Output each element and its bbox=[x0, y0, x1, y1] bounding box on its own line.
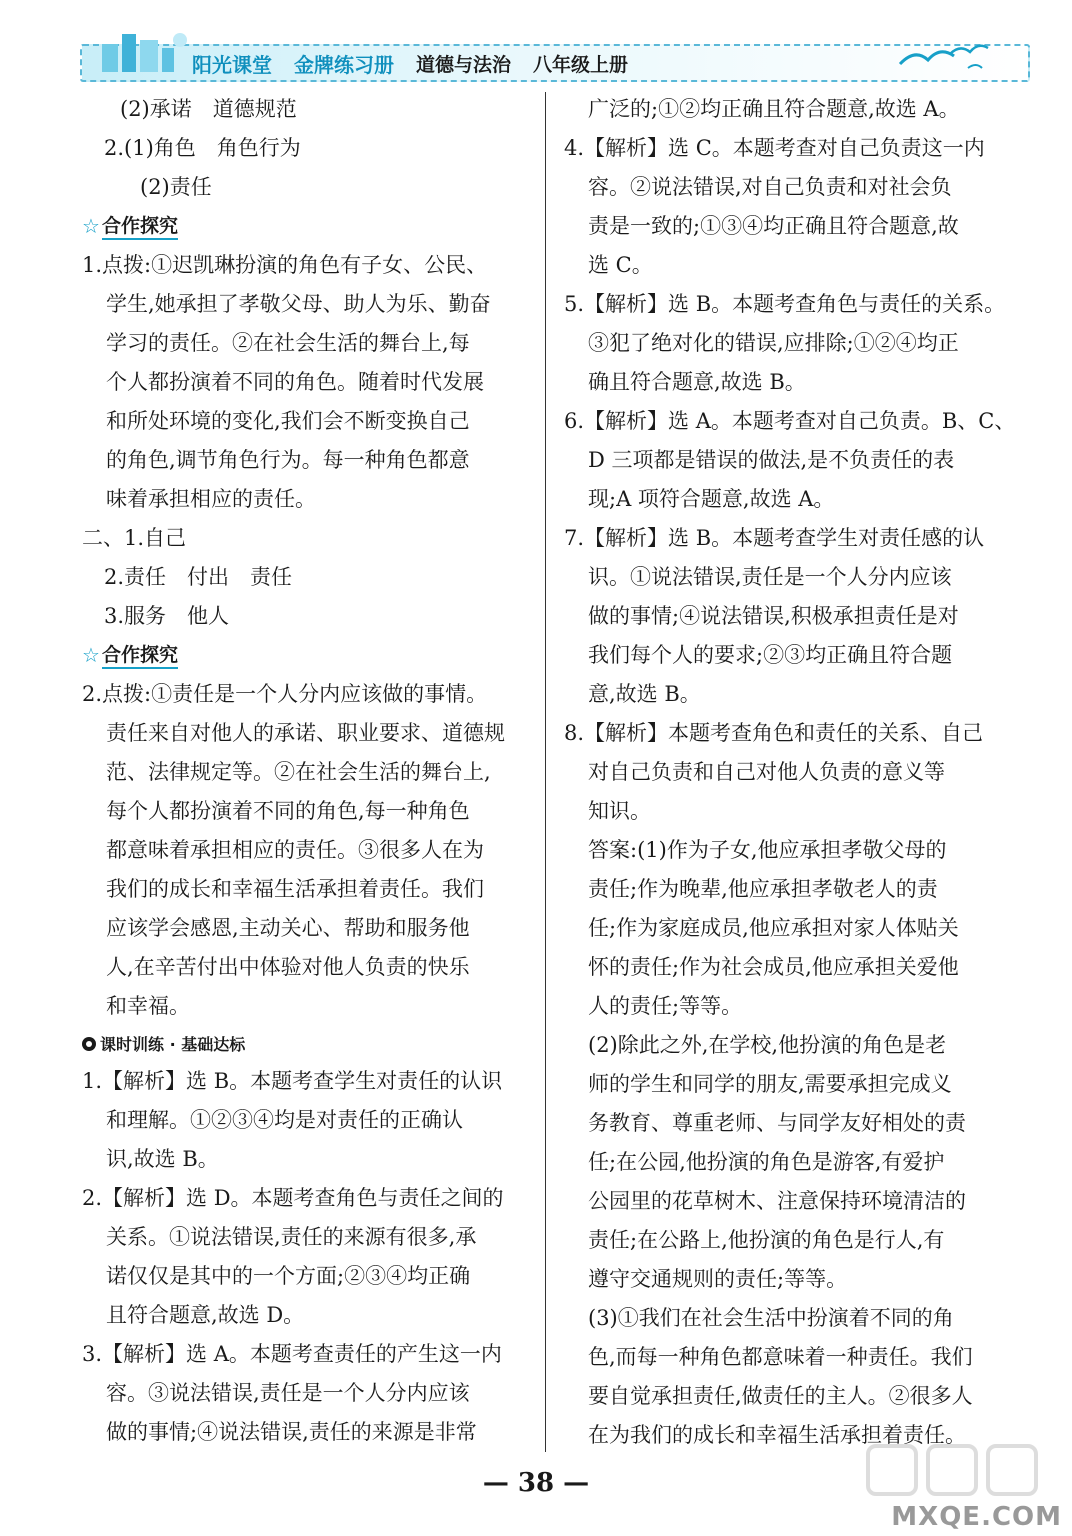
section-label bbox=[82, 1026, 552, 1062]
brand-series: 金牌练习册 bbox=[294, 52, 394, 77]
text-line: 都意味着承担相应的责任。③很多人在为 bbox=[106, 838, 484, 862]
text-line: 二、1.自己 bbox=[82, 526, 187, 550]
circle-icon bbox=[82, 1037, 96, 1051]
text-line: 范、法律规定等。②在社会生活的舞台上, bbox=[106, 760, 491, 784]
text-line: 人,在辛苦付出中体验对他人负责的快乐 bbox=[106, 955, 470, 979]
building-logo-icon bbox=[94, 26, 194, 76]
text-line: 5.【解析】选 B。本题考查角色与责任的关系。 bbox=[564, 292, 1006, 316]
text-line: 务教育、尊重老师、与同学友好相处的责 bbox=[588, 1111, 966, 1135]
text-line: 3.服务 他人 bbox=[104, 604, 230, 628]
brand-name: 阳光课堂 bbox=[192, 52, 272, 77]
text-line: 容。②说法错误,对自己负责和对社会负 bbox=[588, 175, 952, 199]
section-heading-text: 合作探究 bbox=[102, 643, 178, 669]
seagull-icon bbox=[890, 34, 1000, 78]
text-line: 1.点拨:①迟凯琳扮演的角色有子女、公民、 bbox=[82, 253, 488, 277]
text-line: 在为我们的成长和幸福生活承担着责任。 bbox=[588, 1423, 966, 1447]
page-header bbox=[80, 40, 1028, 84]
text-line: 味着承担相应的责任。 bbox=[106, 487, 316, 511]
subject-name: 道德与法治 bbox=[416, 53, 512, 76]
text-line: 知识。 bbox=[588, 799, 651, 823]
text-line: 做的事情;④说法错误,积极承担责任是对 bbox=[588, 604, 959, 628]
text-line: (2)责任 bbox=[140, 175, 212, 199]
text-line: 要自觉承担责任,做责任的主人。②很多人 bbox=[588, 1384, 973, 1408]
text-line: 遵守交通规则的责任;等等。 bbox=[588, 1267, 848, 1291]
text-line: 怀的责任;作为社会成员,他应承担关爱他 bbox=[588, 955, 959, 979]
page-number: — 38 — bbox=[482, 1468, 590, 1498]
text-line: 和理解。①②③④均是对责任的正确认 bbox=[106, 1108, 463, 1132]
text-line: 2.责任 付出 责任 bbox=[104, 565, 293, 589]
right-column bbox=[564, 90, 1034, 1455]
text-line: 2.【解析】选 D。本题考查角色与责任之间的 bbox=[82, 1186, 504, 1210]
text-line: 且符合题意,故选 D。 bbox=[106, 1303, 305, 1327]
star-icon: ☆ bbox=[82, 214, 100, 238]
text-line: 和幸福。 bbox=[106, 994, 190, 1018]
section-label-text: 课时训练 · 基础达标 bbox=[100, 1034, 246, 1054]
text-line: 4.【解析】选 C。本题考查对自己负责这一内 bbox=[564, 136, 985, 160]
text-line: 责任;在公路上,他扮演的角色是行人,有 bbox=[588, 1228, 945, 1252]
section-heading bbox=[82, 636, 552, 675]
text-line: 广泛的;①②均正确且符合题意,故选 A。 bbox=[588, 97, 960, 121]
text-line: ③犯了绝对化的错误,应排除;①②④均正 bbox=[588, 331, 959, 355]
text-line: 公园里的花草树木、注意保持环境清洁的 bbox=[588, 1189, 966, 1213]
text-line: 责任来自对他人的承诺、职业要求、道德规 bbox=[106, 721, 505, 745]
star-icon: ☆ bbox=[82, 643, 100, 667]
text-line: 我们每个人的要求;②③均正确且符合题 bbox=[588, 643, 953, 667]
text-line: 2.点拨:①责任是一个人分内应该做的事情。 bbox=[82, 682, 488, 706]
text-line: 我们的成长和幸福生活承担着责任。我们 bbox=[106, 877, 484, 901]
section-heading-text: 合作探究 bbox=[102, 214, 178, 240]
text-line: 任;在公园,他扮演的角色是游客,有爱护 bbox=[588, 1150, 945, 1174]
text-line: 意,故选 B。 bbox=[588, 682, 701, 706]
text-line: 色,而每一种角色都意味着一种责任。我们 bbox=[588, 1345, 973, 1369]
text-line: D 三项都是错误的做法,是不负责任的表 bbox=[588, 448, 955, 472]
text-line: 个人都扮演着不同的角色。随着时代发展 bbox=[106, 370, 484, 394]
text-line: 答案:(1)作为子女,他应承担孝敬父母的 bbox=[588, 838, 947, 862]
text-line: 容。③说法错误,责任是一个人分内应该 bbox=[106, 1381, 470, 1405]
text-line: 2.(1)角色 角色行为 bbox=[104, 136, 301, 160]
text-line: 3.【解析】选 A。本题考查责任的产生这一内 bbox=[82, 1342, 502, 1366]
text-line: (2)承诺 道德规范 bbox=[120, 97, 297, 121]
text-line: 7.【解析】选 B。本题考查学生对责任感的认 bbox=[564, 526, 985, 550]
text-line: 选 C。 bbox=[588, 253, 653, 277]
text-line: 识。①说法错误,责任是一个人分内应该 bbox=[588, 565, 952, 589]
text-line: 做的事情;④说法错误,责任的来源是非常 bbox=[106, 1420, 477, 1444]
text-line: 和所处环境的变化,我们会不断变换自己 bbox=[106, 409, 470, 433]
text-line: 诺仅仅是其中的一个方面;②③④均正确 bbox=[106, 1264, 471, 1288]
text-line: 关系。①说法错误,责任的来源有很多,承 bbox=[106, 1225, 477, 1249]
text-line: 责是一致的;①③④均正确且符合题意,故 bbox=[588, 214, 959, 238]
grade-name: 八年级上册 bbox=[533, 53, 629, 76]
text-line: 对自己负责和自己对他人负责的意义等 bbox=[588, 760, 945, 784]
text-line: 师的学生和同学的朋友,需要承担完成义 bbox=[588, 1072, 952, 1096]
text-line: 任;作为家庭成员,他应承担对家人体贴关 bbox=[588, 916, 959, 940]
text-line: 1.【解析】选 B。本题考查学生对责任的认识 bbox=[82, 1069, 503, 1093]
header-title bbox=[192, 48, 628, 78]
text-line: 责任;作为晚辈,他应承担孝敬老人的责 bbox=[588, 877, 938, 901]
text-line: 学生,她承担了孝敬父母、助人为乐、勤奋 bbox=[106, 292, 491, 316]
text-line: 确且符合题意,故选 B。 bbox=[588, 370, 806, 394]
text-line: (2)除此之外,在学校,他扮演的角色是老 bbox=[588, 1033, 947, 1057]
text-line: 识,故选 B。 bbox=[106, 1147, 219, 1171]
text-line: 每个人都扮演着不同的角色,每一种角色 bbox=[106, 799, 470, 823]
text-line: 现;A 项符合题意,故选 A。 bbox=[588, 487, 835, 511]
text-line: 应该学会感恩,主动关心、帮助和服务他 bbox=[106, 916, 470, 940]
text-line: 8.【解析】本题考查角色和责任的关系、自己 bbox=[564, 721, 984, 745]
text-line: 的角色,调节角色行为。每一种角色都意 bbox=[106, 448, 470, 472]
watermark-text: MXQE.COM bbox=[891, 1502, 1062, 1532]
text-line: (3)①我们在社会生活中扮演着不同的角 bbox=[588, 1306, 954, 1330]
section-heading bbox=[82, 207, 552, 246]
text-line: 学习的责任。②在社会生活的舞台上,每 bbox=[106, 331, 470, 355]
text-line: 6.【解析】选 A。本题考查对自己负责。B、C、 bbox=[564, 409, 1016, 433]
left-column bbox=[82, 90, 552, 1452]
text-line: 人的责任;等等。 bbox=[588, 994, 743, 1018]
